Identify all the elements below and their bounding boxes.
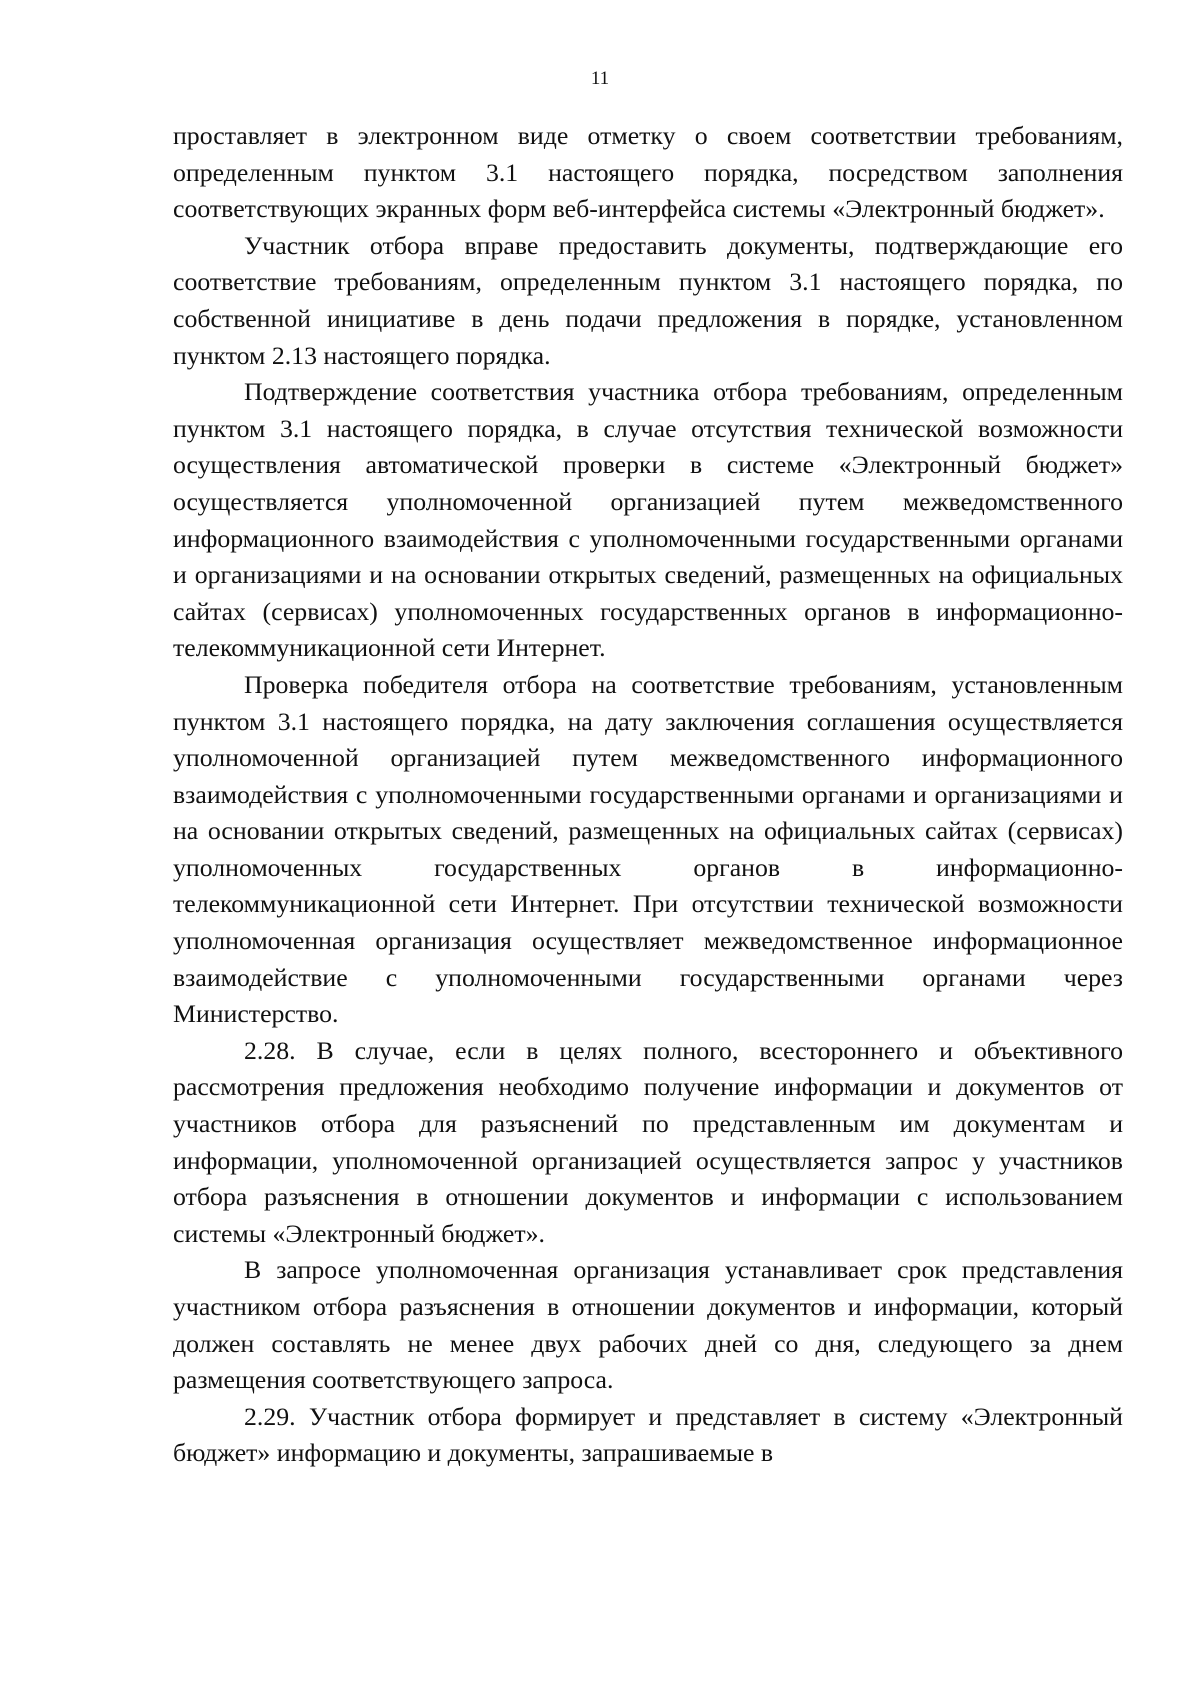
paragraph-2-29: 2.29. Участник отбора формирует и представляет в систему «Электронный бюджет» информацию и документы, запрашиваемые в [173,1401,1123,1468]
paragraph-continuation: проставляет в электронном виде отметку о своем соответствии требованиям, определенным пунктом 3.1 настоящего порядка, посредством заполнения соответствующих экранных форм веб-интерфейса системы «Электронный бюджет». [173,121,1123,224]
page-number: 11 [590,68,610,89]
paragraph-compliance-confirmation: Подтверждение соответствия участника отбора требованиям, определенным пунктом 3.1 настоящего порядка, в случае отсутствия технической возможности осуществления автоматической проверки в системе «Электронный бюджет» осуществляется уполномоченной организацией путем межведомственного информационного взаимодействия с уполномоченными государственными органами и организациями и на основании открытых сведений, размещенных на официальных сайтах (сервисах) уполномоченных государственных органов в информационно-телекоммуникационной сети Интернет. [173,377,1123,663]
paragraph-2-28: 2.28. В случае, если в целях полного, всестороннего и объективного рассмотрения предложения необходимо получение информации и документов от участников отбора для разъяснений по представленным им документам и информации, уполномоченной организацией осуществляется запрос у участников отбора разъяснения в отношении документов и информации с использованием системы «Электронный бюджет». [173,1035,1123,1248]
paragraph-document-submission: Участник отбора вправе предоставить документы, подтверждающие его соответствие требованиям, определенным пунктом 3.1 настоящего порядка, по собственной инициативе в день подачи предложения в порядке, установленном пунктом 2.13 настоящего порядка. [173,230,1123,370]
paragraph-request-deadline: В запросе уполномоченная организация устанавливает срок представления участником отбора разъяснения в отношении документов и информации, который должен составлять не менее двух рабочих дней со дня, следующего за днем размещения соответствующего запроса. [173,1255,1123,1395]
paragraph-winner-check: Проверка победителя отбора на соответствие требованиям, установленным пунктом 3.1 настоящего порядка, на дату заключения соглашения осуществляется уполномоченной организацией путем межведомственного информационного взаимодействия с уполномоченными государственными органами и организациями и на основании открытых сведений, размещенных на официальных сайтах (сервисах) уполномоченных государственных органов в информационно-телекоммуникационной сети Интернет. При отсутствии технической возможности уполномоченная организация осуществляет межведомственное информационное взаимодействие с уполномоченными государственными органами через Министерство. [173,669,1123,1029]
document-body [173,118,1123,1472]
